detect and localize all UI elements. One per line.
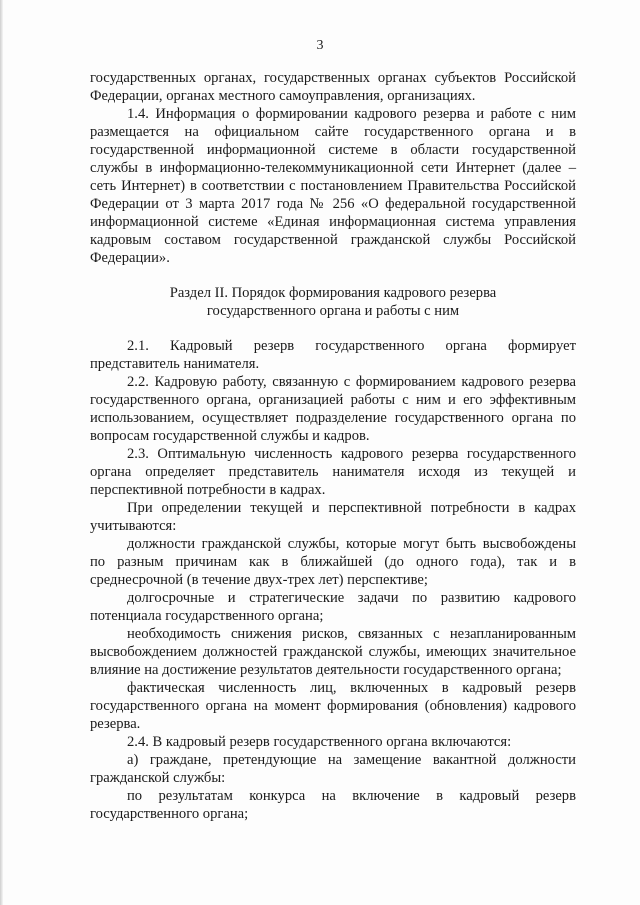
page-edge-shadow (0, 0, 3, 905)
paragraph-2-2: 2.2. Кадровую работу, связанную с формированием кадрового резерва государственного органа, организацией работы с ним и его эффективным использованием, осуществляет подразделение государственного органа по вопросам государственной службы и кадров. (90, 374, 576, 444)
section-heading-line-2: государственного органа и работы с ним (206, 303, 460, 319)
list-item-positions: должности гражданской службы, которые могут быть высвобождены по разным причинам как в ближайшей (до одного года), так и в среднесрочной (в течение двух-трех лет) перспективе; (90, 536, 576, 588)
document-body (90, 69, 576, 823)
list-item-a-citizens: а) граждане, претендующие на замещение вакантной должности гражданской службы: (90, 752, 576, 786)
page-number: 3 (316, 38, 324, 53)
list-item-competition-results: по результатам конкурса на включение в кадровый резерв государственного органа; (90, 788, 576, 822)
paragraph-2-1: 2.1. Кадровый резерв государственного органа формирует представитель нанимателя. (90, 338, 576, 372)
list-item-actual-count: фактическая численность лиц, включенных в кадровый резерв государственного органа на момент формирования (обновления) кадрового резерва. (90, 680, 576, 732)
paragraph-2-3: 2.3. Оптимальную численность кадрового резерва государственного органа определяет представитель нанимателя исходя из текущей и перспективной потребности в кадрах. (90, 446, 576, 498)
paragraph-2-4: 2.4. В кадровый резерв государственного органа включаются: (127, 734, 512, 750)
section-heading (90, 284, 576, 320)
paragraph-needs-intro: При определении текущей и перспективной потребности в кадрах учитываются: (90, 500, 576, 534)
list-item-strategic-tasks: долгосрочные и стратегические задачи по развитию кадрового потенциала государственного органа; (90, 590, 576, 624)
paragraph-continuation: государственных органах, государственных органах субъектов Российской Федерации, органах местного самоуправления, организациях. (90, 70, 576, 104)
list-item-risk-reduction: необходимость снижения рисков, связанных с незапланированным высвобождением должностей гражданской службы, имеющих значительное влияние на достижение результатов деятельности государственного органа; (90, 626, 576, 678)
section-heading-line-1: Раздел II. Порядок формирования кадрового резерва (169, 285, 497, 301)
paragraph-1-4: 1.4. Информация о формировании кадрового резерва и работе с ним размещается на официальном сайте государственного органа и в государственной информационной системе в области государственной службы в информационно-телекоммуникационной сети Интернет (далее – сеть Интернет) в соответствии с постановлением Правительства Российской Федерации от 3 марта 2017 года № 256 «О федеральной государственной информационной системе «Единая информационная система управления кадровым составом государственной гражданской службы Российской Федерации». (90, 106, 576, 266)
